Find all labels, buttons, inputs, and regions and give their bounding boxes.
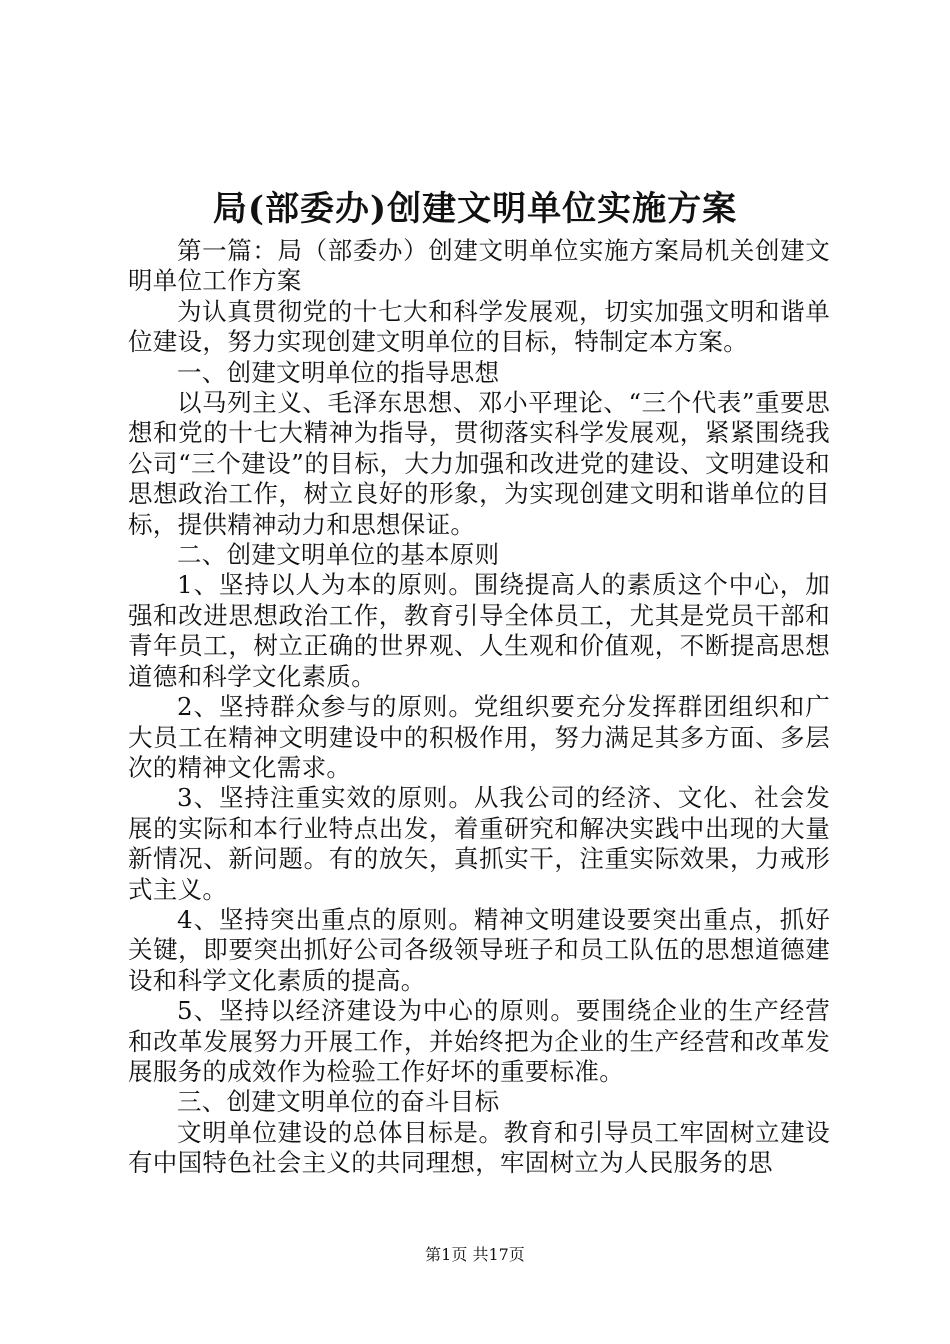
paragraph-intro: 为认真贯彻党的十七大和科学发展观，切实加强文明和谐单位建设，努力实现创建文明单位的目标，特制定本方案。 xyxy=(128,296,830,357)
section-heading-guiding-ideology: 一、创建文明单位的指导思想 xyxy=(177,357,500,387)
document-body xyxy=(128,236,830,1179)
paragraph-principle-5: 5、坚持以经济建设为中心的原则。要围绕企业的生产经营和改革发展努力开展工作，并始终把为企业的生产经营和改革发展服务的成效作为检验工作好坏的重要标准。 xyxy=(128,996,830,1086)
document-title: 局(部委办)创建文明单位实施方案 xyxy=(212,189,738,229)
paragraph-principle-2: 2、坚持群众参与的原则。党组织要充分发挥群团组织和广大员工在精神文明建设中的积极作用，努力满足其多方面、多层次的精神文化需求。 xyxy=(128,692,830,782)
section-heading-basic-principles: 二、创建文明单位的基本原则 xyxy=(177,540,500,570)
paragraph-guiding-ideology: 以马列主义、毛泽东思想、邓小平理论、“三个代表”重要思想和党的十七大精神为指导，贯彻落实科学发展观，紧紧围绕我公司“三个建设”的目标，大力加强和改进党的建设、文明建设和思想政治工作，树立良好的形象，为实现创建文明和谐单位的目标，提供精神动力和思想保证。 xyxy=(128,388,830,539)
paragraph-principle-3: 3、坚持注重实效的原则。从我公司的经济、文化、社会发展的实际和本行业特点出发，着重研究和解决实践中出现的大量新情况、新问题。有的放矢，真抓实干，注重实际效果，力戒形式主义。 xyxy=(128,783,830,904)
page-number-footer: 第1页 共17页 xyxy=(425,1245,525,1264)
paragraph-principle-4: 4、坚持突出重点的原则。精神文明建设要突出重点，抓好关键，即要突出抓好公司各级领导班子和员工队伍的思想道德建设和科学文化素质的提高。 xyxy=(128,904,830,995)
paragraph-part-one-heading: 第一篇：局（部委办）创建文明单位实施方案局机关创建文明单位工作方案 xyxy=(128,236,830,296)
paragraph-principle-1: 1、坚持以人为本的原则。围绕提高人的素质这个中心，加强和改进思想政治工作，教育引导全体员工，尤其是党员干部和青年员工，树立正确的世界观、人生观和价值观，不断提高思想道德和科学文化素质。 xyxy=(128,570,830,691)
paragraph-goals: 文明单位建设的总体目标是。教育和引导员工牢固树立建设有中国特色社会主义的共同理想，牢固树立为人民服务的思 xyxy=(128,1117,830,1178)
section-heading-goals: 三、创建文明单位的奋斗目标 xyxy=(177,1087,500,1117)
